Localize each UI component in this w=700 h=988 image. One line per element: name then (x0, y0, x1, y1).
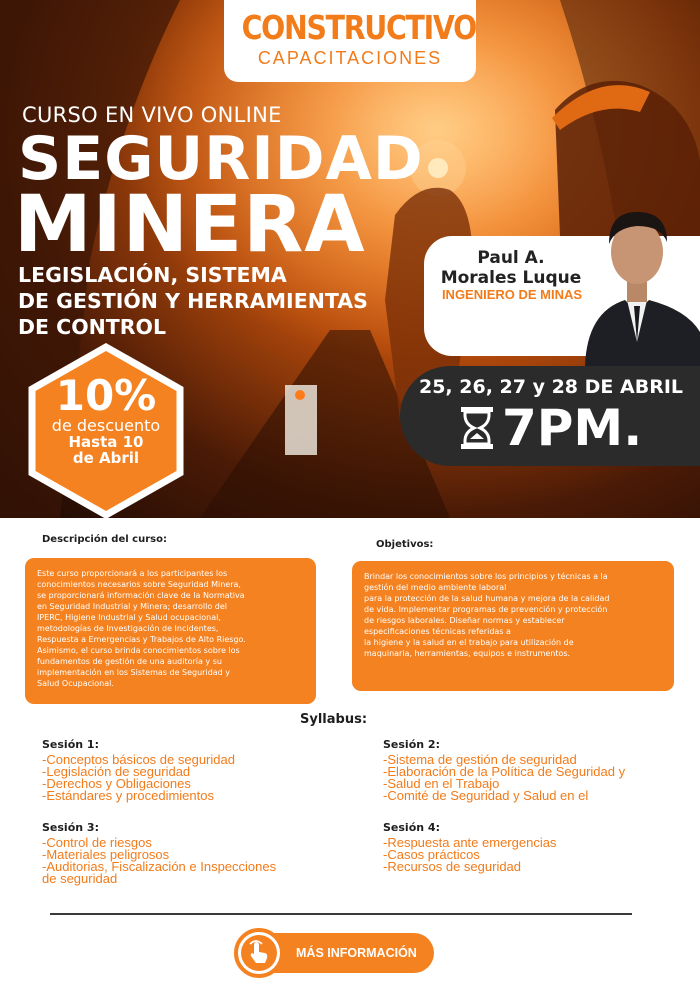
course-subtitle (18, 262, 368, 340)
session-2 (383, 738, 663, 802)
objectives-line: gestión del medio ambiente laboral (364, 583, 507, 592)
session-item: -Auditorias, Fiscalización e Inspecciones (42, 859, 277, 874)
presenter-name (432, 248, 590, 288)
discount-percent: 10% (55, 371, 157, 420)
description-line: implementación en los Sistemas de Seguridad y (37, 668, 231, 677)
schedule-time-row (460, 398, 642, 458)
session-item: -Derechos y Obligaciones (42, 776, 191, 791)
presenter-photo (575, 182, 700, 366)
course-kicker: CURSO EN VIVO ONLINE (22, 103, 282, 127)
brand-tagline: CAPACITACIONES (257, 48, 443, 68)
description-line: metodologías de Investigación de Incidentes, (37, 624, 219, 633)
session-item: -Estándares y procedimientos (42, 788, 214, 803)
course-title-line2: MINERA (14, 180, 366, 270)
more-info-label: MÁS INFORMACIÓN (296, 946, 417, 960)
session-item: -Control de riesgos (42, 835, 152, 850)
hourglass-icon (460, 406, 494, 450)
session-title: Sesión 1: (42, 738, 99, 751)
objectives-line: maquinaria, herramientas, equipos e instrumentos. (364, 649, 571, 658)
session-item: -Materiales peligrosos (42, 847, 170, 862)
objectives-line: de vida. Implementar programas de prevención y protección (364, 605, 608, 614)
discount-until-line1: Hasta 10 (68, 433, 144, 451)
description-title: Descripción del curso: (42, 534, 167, 545)
schedule-time: 7PM. (502, 399, 643, 457)
subtitle-line: DE GESTIÓN Y HERRAMIENTAS (18, 289, 368, 313)
session-3 (42, 821, 322, 885)
description-line: se proporcionará información clave de la Normativa (37, 591, 245, 600)
session-item: -Sistema de gestión de seguridad (383, 752, 577, 767)
objectives-line: de riesgos laborales. Diseñar normas y establecer (364, 616, 565, 625)
subtitle-line: DE CONTROL (18, 315, 167, 339)
subtitle-line: LEGISLACIÓN, SISTEMA (18, 263, 287, 287)
description-line: IPERC, Higiene Industrial y Salud ocupacional, (37, 613, 221, 622)
session-item: -Salud en el Trabajo (383, 776, 500, 791)
session-item: -Conceptos básicos de seguridad (42, 752, 235, 767)
session-item: -Respuesta ante emergencias (383, 835, 557, 850)
objectives-line: especificaciones técnicas referidas a (364, 627, 511, 636)
brand-name: CONSTRUCTIVO (241, 8, 476, 47)
description-line: Respuesta a Emergencias y Trabajos de Alto Riesgo. (37, 635, 246, 644)
description-line: Este curso proporcionará a los participantes los (37, 569, 228, 578)
discount-until-line2: de Abril (72, 449, 140, 467)
course-title-line1: SEGURIDAD (18, 124, 424, 194)
session-item: -Casos prácticos (383, 847, 480, 862)
cta-icon-circle[interactable] (234, 928, 284, 978)
discount-text (26, 371, 186, 467)
footer-divider (50, 913, 632, 915)
brand-logo (224, 0, 476, 82)
syllabus-title: Syllabus: (300, 712, 368, 727)
objectives-line: la higiene y la salud en el trabajo para utilización de (364, 638, 574, 647)
touch-hand-icon (238, 932, 280, 974)
discount-label: de descuento (51, 416, 161, 435)
session-title: Sesión 2: (383, 738, 440, 751)
description-line: conocimientos necesarios sobre Seguridad Minera, (37, 580, 241, 589)
schedule-dates: 25, 26, 27 y 28 DE ABRIL (418, 376, 683, 398)
presenter-role: INGENIERO DE MINAS (441, 287, 583, 302)
session-title: Sesión 3: (42, 821, 99, 834)
session-item: de seguridad (42, 871, 118, 886)
session-item: -Legislación de seguridad (42, 764, 191, 779)
session-title: Sesión 4: (383, 821, 440, 834)
presenter-name-line1: Paul A. (477, 248, 545, 268)
session-item: -Comité de Seguridad y Salud en el (383, 788, 589, 803)
session-item: -Elaboración de la Política de Seguridad y (383, 764, 626, 779)
objectives-box (352, 561, 674, 691)
presenter-name-line2: Morales Luque (440, 268, 582, 288)
description-line: en Seguridad Industrial y Minera; desarrollo del (37, 602, 228, 611)
objectives-line: para la protección de la salud humana y mejora de la calidad (364, 594, 610, 603)
description-line: fundamentos de gestión de una auditoría y su (37, 657, 222, 666)
session-4 (383, 821, 663, 873)
session-item: -Recursos de seguridad (383, 859, 522, 874)
description-box (25, 558, 316, 704)
objectives-line: Brindar los conocimientos sobre los principios y técnicas a la (364, 572, 608, 581)
objectives-title: Objetivos: (376, 539, 434, 550)
description-line: Asimismo, el curso brinda conocimientos sobre los (37, 646, 240, 655)
session-1 (42, 738, 322, 802)
description-line: Salud Ocupacional. (37, 679, 114, 688)
